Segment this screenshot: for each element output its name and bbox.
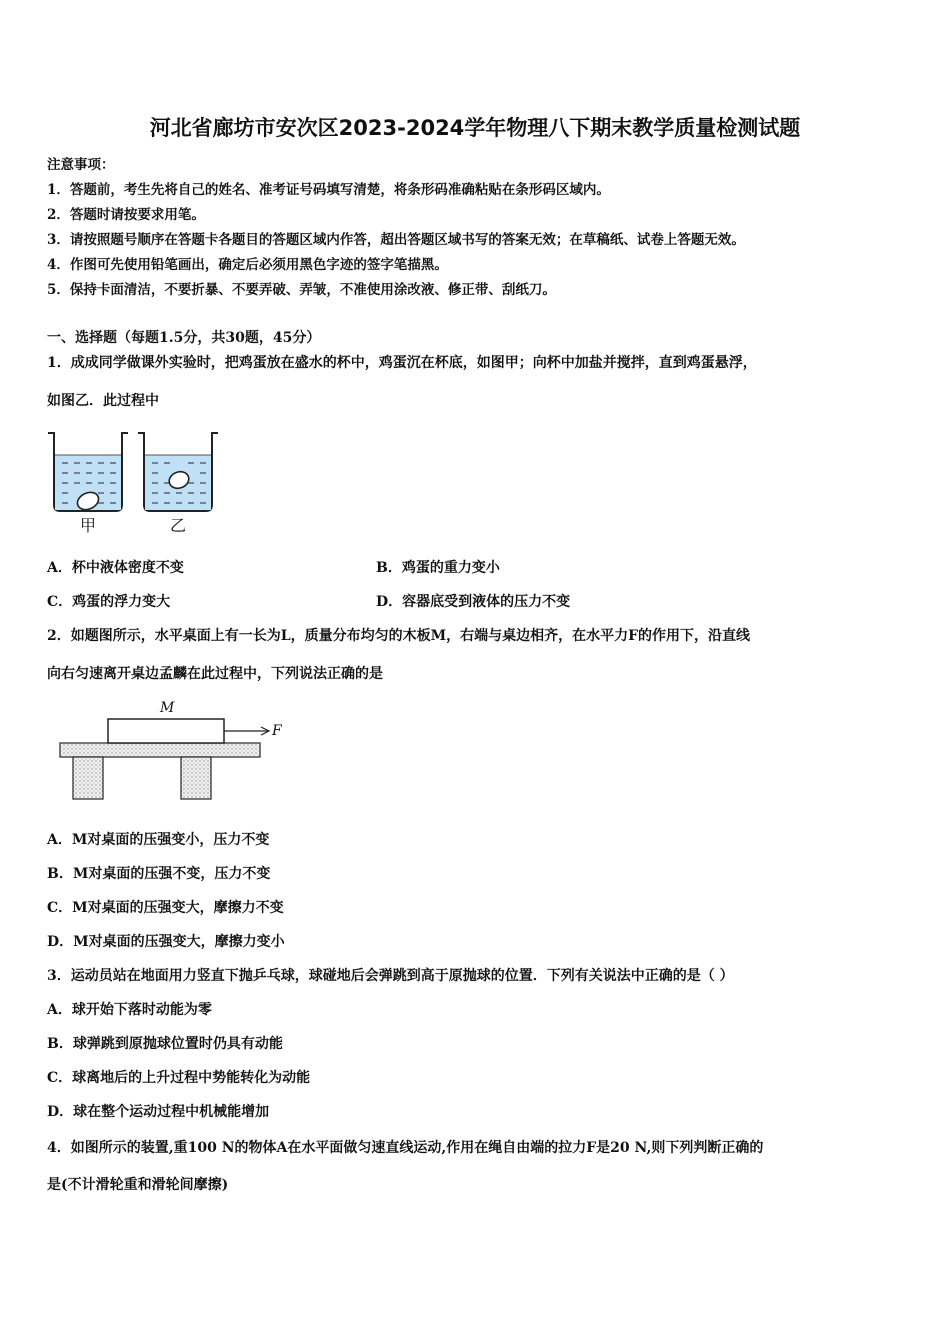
notice-heading: 注意事项： — [47, 157, 115, 173]
label-force-f: F — [272, 723, 282, 739]
section-heading: 一、选择题（每题1.5分，共30题，45分） — [47, 330, 321, 346]
q1-option-c: C．鸡蛋的浮力变大 — [47, 594, 171, 610]
q1-option-d: D．容器底受到液体的压力不变 — [376, 594, 571, 610]
figure-label-yi: 乙 — [170, 516, 187, 535]
q3-option-b: B．球弹跳到原抛球位置时仍具有动能 — [47, 1036, 283, 1052]
q2-option-a: A．M对桌面的压强变小，压力不变 — [47, 832, 270, 848]
q2-option-b: B．M对桌面的压强不变，压力不变 — [47, 866, 271, 882]
page-title: 河北省廊坊市安次区2023-2024学年物理八下期末教学质量检测试题 — [149, 116, 801, 140]
q3-stem: 3．运动员站在地面用力竖直下抛乒乓球，球碰地后会弹跳到高于原抛球的位置．下列有关说法中正确的是（ ） — [47, 968, 734, 984]
q2-stem-line2: 向右匀速离开桌边孟麟在此过程中，下列说法正确的是 — [47, 666, 383, 682]
q4-stem-line2: 是(不计滑轮重和滑轮间摩擦) — [47, 1177, 229, 1193]
q2-option-d: D．M对桌面的压强变大，摩擦力变小 — [47, 934, 285, 950]
q3-option-a: A．球开始下落时动能为零 — [47, 1002, 212, 1018]
beaker-yi — [138, 433, 218, 511]
notice-item: 4．作图可先使用铅笔画出，确定后必须用黑色字迹的签字笔描黑。 — [47, 257, 448, 273]
q1-stem-line1: 1．成成同学做课外实验时，把鸡蛋放在盛水的杯中，鸡蛋沉在杯底，如图甲；向杯中加盐并搅拌，直到鸡蛋悬浮， — [47, 355, 757, 371]
q1-beaker-figure — [40, 425, 230, 537]
q2-option-c: C．M对桌面的压强变大，摩擦力不变 — [47, 900, 284, 916]
q2-table-figure — [55, 700, 295, 805]
notice-item: 2．答题时请按要求用笔。 — [47, 207, 205, 223]
notice-item: 3．请按照题号顺序在答题卡各题目的答题区域内作答，超出答题区域书写的答案无效；在草稿纸、试卷上答题无效。 — [47, 232, 745, 248]
label-mass-m: M — [160, 700, 175, 716]
notice-item: 5．保持卡面清洁，不要折暴、不要弄破、弄皱，不准使用涂改液、修正带、刮纸刀。 — [47, 282, 556, 298]
figure-label-jia: 甲 — [80, 516, 97, 535]
q1-option-a: A．杯中液体密度不变 — [47, 560, 184, 576]
q3-option-d: D．球在整个运动过程中机械能增加 — [47, 1104, 270, 1120]
q3-option-c: C．球离地后的上升过程中势能转化为动能 — [47, 1070, 311, 1086]
q1-option-b: B．鸡蛋的重力变小 — [376, 560, 500, 576]
beaker-jia — [48, 433, 128, 513]
q4-stem-line1: 4．如图所示的装置,重100 N的物体A在水平面做匀速直线运动,作用在绳自由端的拉力F是20 N,则下列判断正确的 — [47, 1140, 764, 1156]
q2-stem-line1: 2．如题图所示，水平桌面上有一长为L，质量分布均匀的木板M，右端与桌边相齐，在水平力F的作用下，沿直线 — [47, 628, 751, 644]
notice-item: 1．答题前，考生先将自己的姓名、准考证号码填写清楚，将条形码准确粘贴在条形码区域内。 — [47, 182, 610, 198]
q1-stem-line2: 如图乙．此过程中 — [47, 393, 159, 409]
